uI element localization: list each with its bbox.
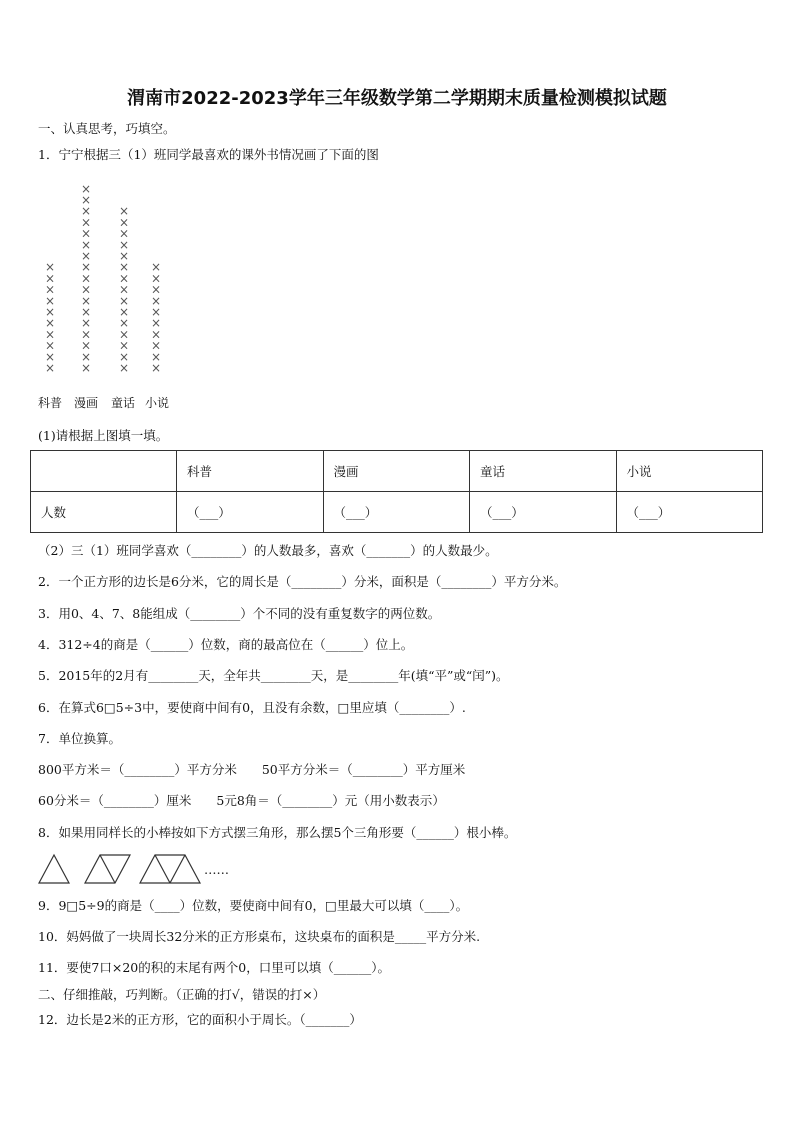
pictograph-mark-童话: ×	[118, 226, 130, 241]
pictograph-mark-童话: ×	[118, 361, 130, 375]
pictograph-mark-漫画: ×	[80, 282, 92, 297]
table-header-cell: 童话	[470, 451, 617, 492]
pictograph-mark-小说: ×	[150, 361, 162, 375]
triangle-figures	[36, 852, 236, 890]
pictograph-mark-小说: ×	[150, 305, 162, 319]
question-3: 3．用0、4、7、8能组成（________）个不同的没有重复数字的两位数。	[38, 606, 441, 621]
pictograph-mark-科普: ×	[44, 305, 56, 319]
pictograph-mark-小说: ×	[150, 271, 162, 286]
pictograph-mark-漫画: ×	[80, 193, 92, 207]
table-header-cell: 漫画	[323, 451, 470, 492]
pictograph-mark-童话: ×	[118, 260, 130, 275]
pictograph-mark-漫画: ×	[80, 204, 92, 219]
question-12: 12．边长是2米的正方形，它的面积小于周长。（_______）	[38, 1012, 362, 1027]
pictograph-mark-科普: ×	[44, 349, 56, 364]
pictograph-mark-漫画: ×	[80, 316, 92, 331]
pictograph-mark-童话: ×	[118, 249, 130, 263]
question-8: 8．如果用同样长的小棒按如下方式摆三角形，那么摆5个三角形要（______）根小棒。	[38, 825, 517, 840]
pictograph-mark-漫画: ×	[80, 305, 92, 319]
chart-label-xiaoshuo: 小说	[145, 396, 170, 410]
pictograph-mark-童话: ×	[118, 271, 130, 286]
pictograph-mark-小说: ×	[150, 282, 162, 297]
table-header-cell: 小说	[616, 451, 763, 492]
question-6: 6．在算式6□5÷3中，要使商中间有0，且没有余数，□里应填（________）.	[38, 700, 466, 715]
pictograph-mark-童话: ×	[118, 282, 130, 297]
table-header-row	[31, 451, 763, 492]
question-2: 2．一个正方形的边长是6分米，它的周长是（________）分米，面积是（________）平方分米。	[38, 574, 567, 589]
pictograph-mark-漫画: ×	[80, 271, 92, 286]
question-5: 5．2015年的2月有________天，全年共________天，是________年(填“平”或“闰”)。	[38, 668, 509, 683]
answer-table	[30, 450, 763, 533]
question-1: 1．宁宁根据三（1）班同学最喜欢的课外书情况画了下面的图	[38, 147, 379, 162]
pictograph-mark-科普: ×	[44, 327, 56, 342]
pictograph-mark-小说: ×	[150, 327, 162, 342]
pictograph-mark-童话: ×	[118, 237, 130, 252]
answer-blank[interactable]: （___）	[470, 492, 617, 533]
section-heading-1: 一、认真思考，巧填空。	[38, 121, 176, 136]
question-4: 4．312÷4的商是（______）位数，商的最高位在（______）位上。	[38, 637, 414, 652]
page-title: 渭南市2022-2023学年三年级数学第二学期期末质量检测模拟试题	[127, 88, 667, 109]
question-1-part-2: （2）三（1）班同学喜欢（________）的人数最多，喜欢（_______）的人数最少。	[38, 543, 498, 558]
pictograph-mark-科普: ×	[44, 316, 56, 331]
chart-label-kepu: 科普	[38, 396, 63, 410]
pictograph-mark-科普: ×	[44, 271, 56, 286]
pictograph-mark-科普: ×	[44, 260, 56, 275]
pictograph-mark-童话: ×	[118, 215, 130, 230]
pictograph-mark-漫画: ×	[80, 293, 92, 308]
pictograph-mark-童话: ×	[118, 338, 130, 353]
pictograph-mark-童话: ×	[118, 305, 130, 319]
pictograph-mark-小说: ×	[150, 260, 162, 275]
pictograph-mark-童话: ×	[118, 204, 130, 219]
pictograph-mark-科普: ×	[44, 293, 56, 308]
pictograph-mark-童话: ×	[118, 349, 130, 364]
pictograph-mark-漫画: ×	[80, 237, 92, 252]
pictograph-mark-科普: ×	[44, 361, 56, 375]
pictograph-mark-童话: ×	[118, 293, 130, 308]
pictograph-mark-科普: ×	[44, 338, 56, 353]
question-7-line-2: 60分米＝（________）厘米 5元8角＝（________）元（用小数表示）	[38, 793, 445, 808]
pictograph-mark-童话: ×	[118, 316, 130, 331]
pictograph-mark-漫画: ×	[80, 215, 92, 230]
pictograph-mark-小说: ×	[150, 293, 162, 308]
section-heading-2: 二、仔细推敲，巧判断。（正确的打√，错误的打×）	[38, 987, 326, 1002]
question-11: 11．要使7口×20的积的末尾有两个0，口里可以填（______）。	[38, 960, 390, 975]
chart-label-manhua: 漫画	[74, 396, 99, 410]
triangle-ellipsis: ……	[204, 862, 229, 877]
pictograph-mark-漫画: ×	[80, 349, 92, 364]
question-7-line-1: 800平方米＝（________）平方分米 50平方分米＝（________）平方厘米	[38, 762, 466, 777]
table-row-label: 人数	[31, 492, 177, 533]
pictograph-mark-漫画: ×	[80, 260, 92, 275]
pictograph-mark-漫画: ×	[80, 338, 92, 353]
pictograph-mark-小说: ×	[150, 338, 162, 353]
answer-blank[interactable]: （___）	[177, 492, 324, 533]
question-7: 7．单位换算。	[38, 731, 121, 746]
pictograph-svg	[34, 182, 194, 392]
question-1-part-1: (1)请根据上图填一填。	[38, 428, 169, 443]
pictograph-mark-童话: ×	[118, 327, 130, 342]
pictograph-mark-漫画: ×	[80, 327, 92, 342]
table-header-cell	[31, 451, 177, 492]
pictograph-mark-漫画: ×	[80, 182, 92, 196]
pictograph-mark-漫画: ×	[80, 249, 92, 263]
question-10: 10．妈妈做了一块周长32分米的正方形桌布，这块桌布的面积是_____平方分米.	[38, 929, 481, 944]
table-row	[31, 492, 763, 533]
pictograph-mark-小说: ×	[150, 349, 162, 364]
chart-label-tonghua: 童话	[111, 396, 136, 410]
pictograph-mark-小说: ×	[150, 316, 162, 331]
pictograph-chart	[34, 182, 194, 412]
answer-blank[interactable]: （___）	[323, 492, 470, 533]
question-9: 9．9□5÷9的商是（____）位数，要使商中间有0，□里最大可以填（____）。	[38, 898, 469, 913]
table-header-cell: 科普	[177, 451, 324, 492]
pictograph-mark-科普: ×	[44, 282, 56, 297]
pictograph-mark-漫画: ×	[80, 226, 92, 241]
answer-blank[interactable]: （___）	[616, 492, 763, 533]
pictograph-mark-漫画: ×	[80, 361, 92, 375]
